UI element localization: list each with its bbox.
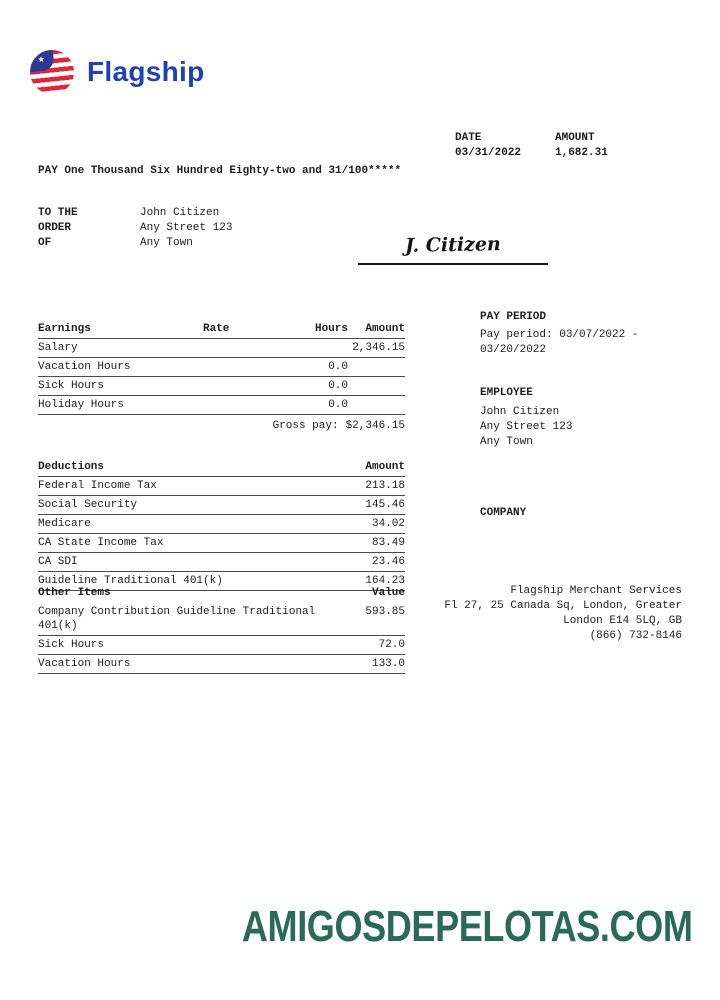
payee-name: John Citizen bbox=[140, 207, 220, 219]
deduction-name: Federal Income Tax bbox=[38, 480, 157, 492]
deduction-name: CA State Income Tax bbox=[38, 537, 164, 549]
earning-rate bbox=[203, 379, 263, 393]
deduction-amount: 23.46 bbox=[371, 556, 405, 568]
signature-line bbox=[358, 228, 548, 265]
deduction-row bbox=[38, 534, 405, 553]
earning-rate bbox=[203, 398, 263, 412]
gross-pay-value: $2,346.15 bbox=[345, 420, 405, 432]
other-items-header-row bbox=[38, 584, 405, 603]
employee-town: Any Town bbox=[480, 436, 533, 448]
payee-address bbox=[140, 206, 232, 251]
pay-period-range: 03/20/2022 bbox=[480, 344, 547, 356]
deduction-row bbox=[38, 477, 405, 496]
deduction-name: Medicare bbox=[38, 518, 91, 530]
other-item-name: Vacation Hours bbox=[38, 658, 131, 670]
col-other-items: Other Items bbox=[38, 587, 111, 599]
col-earnings: Earnings bbox=[38, 323, 91, 335]
date-value: 03/31/2022 bbox=[455, 147, 522, 159]
company-street: Fl 27, 25 Canada Sq, London, Greater bbox=[444, 600, 682, 612]
other-item-row bbox=[38, 655, 405, 674]
employee-title: EMPLOYEE bbox=[480, 387, 533, 399]
deduction-name: Social Security bbox=[38, 499, 138, 511]
earning-name: Vacation Hours bbox=[38, 361, 131, 373]
deduction-row bbox=[38, 515, 405, 534]
gross-pay-label: Gross pay: bbox=[272, 420, 339, 432]
other-item-row bbox=[38, 636, 405, 655]
earning-amount bbox=[348, 398, 405, 412]
earnings-row bbox=[38, 339, 405, 358]
other-item-row bbox=[38, 603, 405, 636]
pay-period-title: PAY PERIOD bbox=[480, 311, 547, 323]
earnings-row bbox=[38, 396, 405, 415]
deduction-amount: 83.49 bbox=[371, 537, 405, 549]
other-item-value: 593.85 bbox=[365, 606, 405, 618]
earning-amount bbox=[348, 379, 405, 393]
amount-label: AMOUNT bbox=[555, 132, 595, 144]
earning-hours: 0.0 bbox=[328, 361, 348, 373]
earning-hours bbox=[263, 341, 348, 355]
earnings-table bbox=[38, 320, 405, 433]
earnings-row bbox=[38, 377, 405, 396]
col-amount: Amount bbox=[365, 461, 405, 473]
earning-hours: 0.0 bbox=[328, 399, 348, 411]
company-name: Flagship Merchant Services bbox=[510, 585, 682, 597]
earning-hours: 0.0 bbox=[328, 380, 348, 392]
amount-value: 1,682.31 bbox=[555, 147, 608, 159]
deduction-name: Guideline Traditional 401(k) bbox=[38, 575, 223, 587]
earning-amount: 2,346.15 bbox=[352, 342, 405, 354]
earnings-header-row bbox=[38, 320, 405, 339]
deduction-amount: 34.02 bbox=[371, 518, 405, 530]
deduction-row bbox=[38, 496, 405, 515]
deduction-amount: 213.18 bbox=[365, 480, 405, 492]
date-label: DATE bbox=[455, 132, 482, 144]
order-line: OF bbox=[38, 237, 52, 249]
other-items-table bbox=[38, 584, 405, 674]
brand-name: Flagship bbox=[87, 56, 205, 87]
company-phone: (866) 732-8146 bbox=[589, 630, 682, 642]
site-watermark: AMIGOSDEPELOTAS.COM bbox=[241, 902, 692, 951]
deduction-name: CA SDI bbox=[38, 556, 78, 568]
deduction-amount: 164.23 bbox=[365, 575, 405, 587]
company-title: COMPANY bbox=[480, 507, 527, 519]
earning-amount bbox=[348, 360, 405, 374]
order-line: ORDER bbox=[38, 222, 72, 234]
company-city: London E14 5LQ, GB bbox=[563, 615, 682, 627]
gross-pay-row bbox=[38, 415, 405, 433]
other-item-name: Company Contribution Guideline Traditional 401(k) bbox=[38, 606, 316, 632]
brand-logo bbox=[30, 50, 205, 94]
deductions-table bbox=[38, 458, 405, 591]
company-address bbox=[420, 584, 682, 644]
pay-period-range: Pay period: 03/07/2022 - bbox=[480, 329, 639, 341]
col-deductions: Deductions bbox=[38, 461, 105, 473]
earning-rate bbox=[203, 341, 263, 355]
check-date bbox=[455, 131, 521, 160]
order-of-label bbox=[38, 206, 78, 251]
col-value: Value bbox=[371, 587, 405, 599]
employee-section bbox=[480, 386, 572, 450]
pay-period-section bbox=[480, 310, 638, 358]
deductions-header-row bbox=[38, 458, 405, 477]
payee-town: Any Town bbox=[140, 237, 193, 249]
earning-rate bbox=[203, 360, 263, 374]
col-amount: Amount bbox=[365, 323, 405, 335]
other-item-value: 133.0 bbox=[371, 658, 405, 670]
deduction-row bbox=[38, 553, 405, 572]
earning-name: Holiday Hours bbox=[38, 399, 124, 411]
earnings-row bbox=[38, 358, 405, 377]
employee-name: John Citizen bbox=[480, 406, 560, 418]
flag-canton: ★ bbox=[28, 50, 55, 73]
check-amount bbox=[555, 131, 608, 160]
deduction-amount: 145.46 bbox=[365, 499, 405, 511]
other-item-value: 72.0 bbox=[378, 639, 405, 651]
other-item-name: Sick Hours bbox=[38, 639, 105, 651]
col-rate: Rate bbox=[203, 323, 230, 335]
employee-street: Any Street 123 bbox=[480, 421, 573, 433]
signature-text: J. Citizen bbox=[404, 233, 502, 257]
pay-amount-words: PAY One Thousand Six Hundred Eighty-two and 31/100***** bbox=[38, 165, 402, 177]
us-flag-icon bbox=[28, 48, 76, 96]
col-hours: Hours bbox=[314, 323, 348, 335]
earning-name: Salary bbox=[38, 342, 78, 354]
earning-name: Sick Hours bbox=[38, 380, 105, 392]
order-line: TO THE bbox=[38, 207, 78, 219]
payee-street: Any Street 123 bbox=[140, 222, 233, 234]
